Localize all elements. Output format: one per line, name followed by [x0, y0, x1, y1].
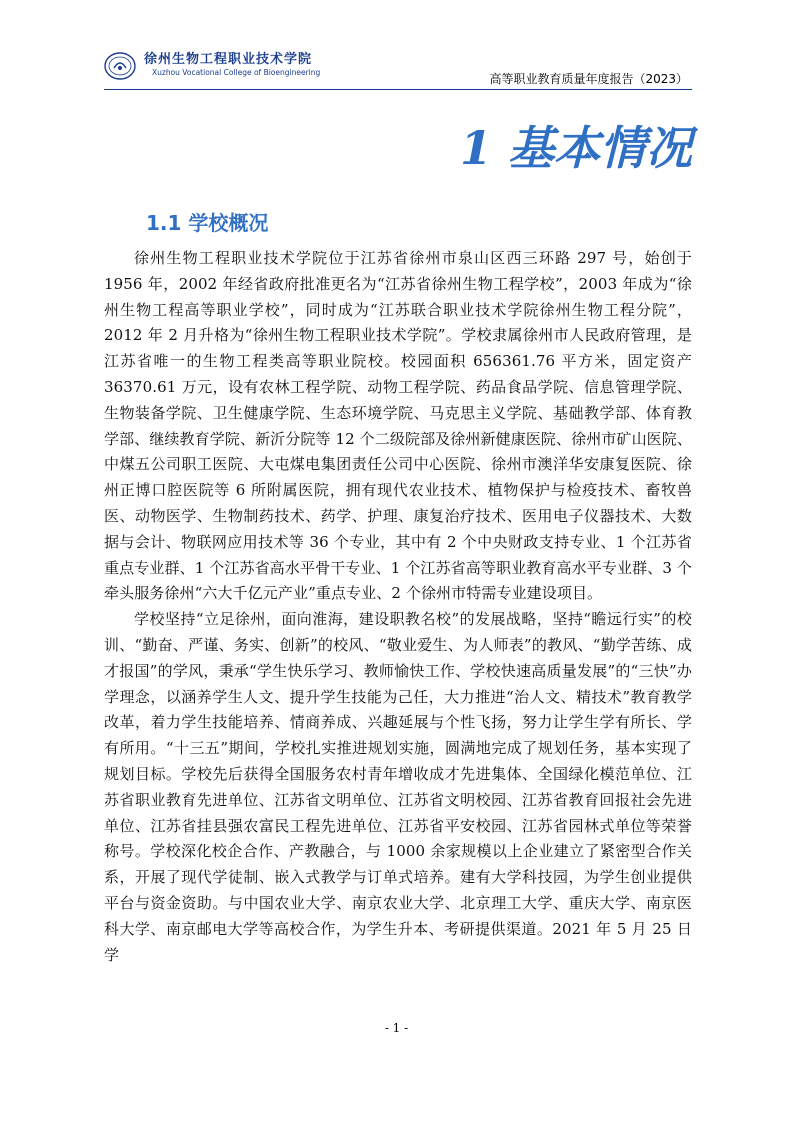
school-emblem-icon — [104, 50, 136, 82]
section-title: 1.1 学校概况 — [146, 211, 269, 235]
school-name-cn: 徐州生物工程职业技术学院 — [144, 52, 313, 67]
chapter-title: 1 基本情况 — [459, 121, 692, 175]
school-name-en: Xuzhou Vocational College of Bioengineering — [152, 68, 321, 77]
paragraph: 学校坚持“立足徐州，面向淮海，建设职教名校”的发展战略，坚持“瞻远行实”的校训、“勤奋、严谨、务实、创新”的校风、“敬业爱生、为人师表”的教风、“勤学苦练、成才报国”的学风，秉承“学生快乐学习、教师愉快工作、学校快速高质量发展”的“三快”办学理念，以涵养学生人文、提升学生技能为己任，大力推进“治人文、精技术”教育教学改革，着力学生技能培养、情商养成、兴趣延展与个性飞扬，努力让学生学有所长、学有所用。“十三五”期间，学校扎实推进规划实施，圆满地完成了规划任务，基本实现了规划目标。学校先后获得全国服务农村青年增收成才先进集体、全国绿化模范单位、江苏省职业教育先进单位、江苏省文明单位、江苏省文明校园、江苏省教育回报社会先进单位、江苏省挂县强农富民工程先进单位、江苏省平安校园、江苏省园林式单位等荣誉称号。学校深化校企合作、产教融合，与 1000 余家规模以上企业建立了紧密型合作关系，开展了现代学徒制、嵌入式教学与订单式培养。建有大学科技园，为学生创业提供平台与资金资助。与中国农业大学、南京农业大学、北京理工大学、重庆大学、南京医科大学、南京邮电大学等高校合作，为学生升本、考研提供渠道。2021 年 5 月 25 日学 — [104, 610, 692, 964]
body-text — [104, 246, 692, 968]
page-number: - 1 - — [384, 1021, 409, 1035]
page-header — [104, 48, 692, 88]
header-divider — [104, 89, 692, 90]
paragraph: 徐州生物工程职业技术学院位于江苏省徐州市泉山区西三环路 297 号，始创于 1956 年，2002 年经省政府批准更名为“江苏省徐州生物工程学校”，2003 年成为“徐州生物工程高等职业学校”，同时成为“江苏联合职业技术学院徐州生物工程分院”，2012 年 2 月升格为“徐州生物工程职业技术学院”。学校隶属徐州市人民政府管理，是江苏省唯一的生物工程类高等职业院校。校园面积 656361.76 平方米，固定资产 36370.61 万元，设有农林工程学院、动物工程学院、药品食品学院、信息管理学院、生物装备学院、卫生健康学院、生态环境学院、马克思主义学院、基础教学部、体育教学部、继续教育学院、新沂分院等 12 个二级院部及徐州新健康医院、徐州市矿山医院、中煤五公司职工医院、大屯煤电集团责任公司中心医院、徐州市澳洋华安康复医院、徐州正博口腔医院等 6 所附属医院，拥有现代农业技术、植物保护与检疫技术、畜牧兽医、动物医学、生物制药技术、药学、护理、康复治疗技术、医用电子仪器技术、大数据与会计、物联网应用技术等 36 个专业，其中有 2 个中央财政支持专业、1 个江苏省重点专业群、1 个江苏省高水平骨干专业、1 个江苏省高等职业教育高水平专业群、3 个牵头服务徐州“六大千亿元产业”重点专业、2 个徐州市特需专业建设项目。 — [104, 249, 692, 603]
report-title: 高等职业教育质量年度报告（2023） — [489, 72, 688, 86]
